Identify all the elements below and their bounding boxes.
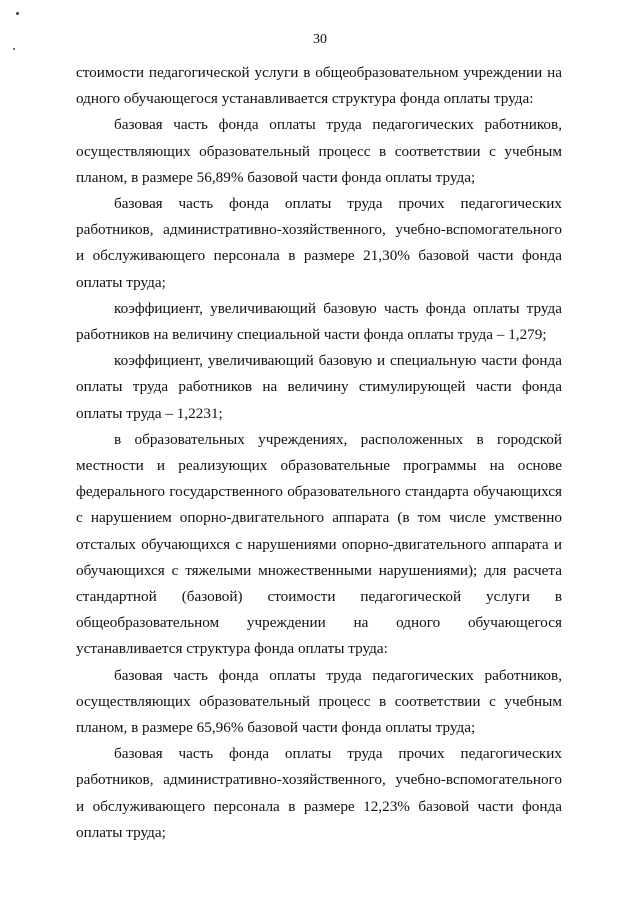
paragraph: коэффициент, увеличивающий базовую и специальную части фонда оплаты труда работников на величину стимулирующей части фонда оплаты труда – 1,2231; <box>76 352 562 422</box>
paragraph: коэффициент, увеличивающий базовую часть фонда оплаты труда работников на величину специальной части фонда оплаты труда – 1,279; <box>76 299 562 344</box>
scan-artifact-dot <box>16 12 19 15</box>
paragraph: базовая часть фонда оплаты труда прочих педагогических работников, административно-хозяйственного, учебно-вспомогательного и обслуживающего персонала в размере 21,30% базовой части фонда оплаты труда; <box>76 195 562 291</box>
paragraph: базовая часть фонда оплаты труда педагогических работников, осуществляющих образовательный процесс в соответствии с учебным планом, в размере 65,96% базовой части фонда оплаты труда; <box>76 666 562 737</box>
document-body <box>76 60 562 846</box>
paragraph: в образовательных учреждениях, расположенных в городской местности и реализующих образовательные программы на основе федерального государственного образовательного стандарта обучающихся с нарушением опорно-двигательного аппарата (в том числе умственно отсталых обучающихся с нарушениями опорно-двигательного аппарата и обучающихся с тяжелыми множественными нарушениями); для расчета стандартной (базовой) стоимости педагогической услуги в общеобразовательном учреждении на одного обучающегося устанавливается структура фонда оплаты труда: <box>76 430 562 658</box>
page-number: 30 <box>313 32 327 47</box>
paragraph: базовая часть фонда оплаты труда прочих педагогических работников, административно-хозяйственного, учебно-вспомогательного и обслуживающего персонала в размере 12,23% базовой части фонда оплаты труда; <box>76 745 562 841</box>
paragraph: стоимости педагогической услуги в общеобразовательном учреждении на одного обучающегося устанавливается структура фонда оплаты труда: <box>76 64 562 108</box>
paragraph: базовая часть фонда оплаты труда педагогических работников, осуществляющих образовательный процесс в соответствии с учебным планом, в размере 56,89% базовой части фонда оплаты труда; <box>76 116 562 186</box>
